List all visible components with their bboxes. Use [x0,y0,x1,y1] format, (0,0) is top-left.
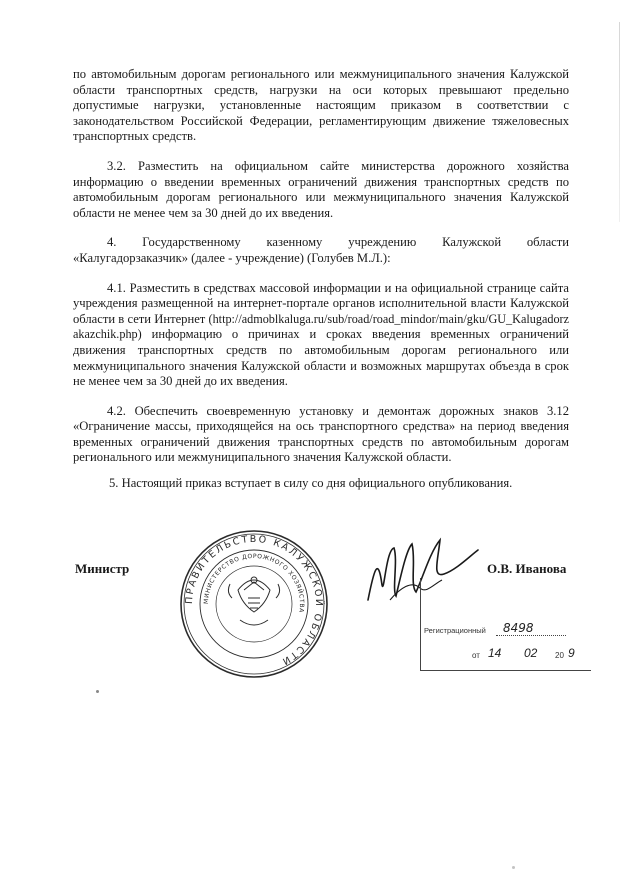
paragraph-4: 4. Государственному казенному учреждению Калужской области «Калугадорзаказчик» (далее - учреждение) (Голубев М.Л.): [73,235,569,265]
signer-position: Министр [75,561,130,576]
signer-name: О.В. Иванова [487,561,567,576]
stamp-registration-number: 8498 [503,621,534,635]
scan-speck [512,866,515,869]
stamp-registration-label: Регистрационный [424,626,486,635]
paragraph-4-1-text: 4.1. Разместить в средствах массовой информации и на официальной странице сайта учреждения размещенной на интернет-портале органов исполнительной власти Калужской области в сети Интернет [73,280,569,326]
paragraph-3-2: 3.2. Разместить на официальном сайте министерства дорожного хозяйства информацию о введении временных ограничений движения транспортных средств по автомобильным дорогам регионального или межмуниципального значения Калужской области не менее чем за 30 дней до их введения. [73,158,569,220]
official-seal [178,528,330,680]
stamp-month: 02 [524,646,538,660]
seal-inner-text: МИНИСТЕРСТВО ДОРОЖНОГО ХОЗЯЙСТВА [202,552,306,614]
coat-of-arms-emblem [228,577,279,625]
registration-stamp [418,560,590,670]
paragraph-4-2: 4.2. Обеспечить своевременную установку и демонтаж дорожных знаков 3.12 «Ограничение массы, приходящейся на ось транспортного средства» на период введения временных ограничений движения транспортных средств по автомобильным дорогам регионального или межмуниципального значения Калужской области. [73,403,569,465]
scan-edge-mark [619,22,620,222]
stamp-year-prefix: 20 [555,651,564,660]
paragraph-4-1-text-continued: информацию о причинах и сроках введения временных ограничений движения транспортных средств по автомобильным дорогам регионального или межмуниципального значения Калужской области и возможных маршрутах объезда в срок не менее чем за 30 дней до их введения. [73,327,569,389]
paragraph-4-1 [73,281,569,390]
scan-speck [96,690,99,693]
stamp-year-digit: 9 [568,646,575,660]
stamp-from-label: от [472,651,480,660]
paragraph-5: 5. Настоящий приказ вступает в силу со дня официального опубликования. [109,476,513,491]
stamp-underline [496,635,566,636]
seal-outer-text: ПРАВИТЕЛЬСТВО КАЛУЖСКОЙ ОБЛАСТИ [183,533,325,668]
website-url: (http://admoblkaluga.ru/sub/road/road_mindor/main/gku/GU_Kalugadorzakazchik.php) [73,311,570,342]
document-body [73,67,569,502]
stamp-day: 14 [488,646,502,660]
paragraph-continuation: по автомобильным дорогам регионального или межмуниципального значения Калужской области транспортных средств, нагрузки на оси которых превышают предельно допустимые нагрузки, установленные настоящим приказом в соответствии с законодательством Российской Федерации, регламентирующим движение тяжеловесных транспортных средств. [73,67,569,144]
